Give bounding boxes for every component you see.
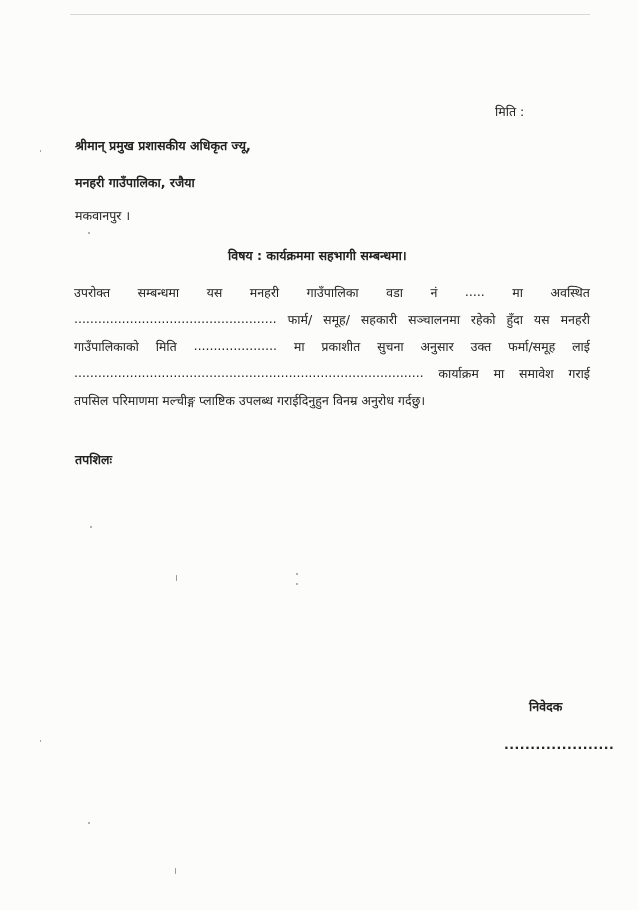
body-word: मनहरी [249, 285, 280, 300]
body-word: मा [293, 339, 305, 354]
body-word: तपसिल परिमाणमा मल्चीङ्ग प्लाष्टिक उपलब्ध गराईदिनुहुन विनम्र अनुरोध गर्दछु। [74, 393, 426, 408]
body-line [74, 284, 590, 300]
body-word: मिति [155, 339, 177, 354]
body-word: हुँदा [506, 312, 523, 327]
body-word: गराई [568, 366, 590, 381]
body-word: फर्मा/समूह [508, 339, 556, 354]
body-line [74, 311, 590, 327]
body-word: सहकारी [360, 312, 398, 327]
body-word: गाउँपालिका [306, 285, 359, 300]
body-line [74, 365, 590, 381]
body-word: प्रकाशीत [321, 339, 361, 354]
date-label: मिति : [495, 104, 525, 119]
body-word: सम्बन्धमा [137, 285, 180, 300]
scan-speck [296, 573, 298, 575]
body-word: उक्त [470, 339, 492, 354]
body-line [74, 338, 590, 354]
body-word: ................................................... [74, 311, 277, 326]
district-line: मकवानपुर । [75, 208, 131, 223]
scan-speck [176, 575, 177, 581]
body-word: मा [493, 366, 505, 381]
scan-speck [88, 232, 90, 234]
body-word: ........................................................................................ [74, 365, 424, 380]
body-word: नं [430, 285, 438, 300]
body-word: यस [533, 312, 550, 327]
body-word: मा [512, 285, 523, 300]
body-line [74, 392, 590, 408]
applicant-label: निवेदक [529, 699, 563, 714]
subject-line: विषय : कार्यक्रममा सहभागी सम्बन्धमा। [228, 248, 407, 263]
body-word: कार्याक्रम [438, 366, 479, 381]
body-word: अनुसार [420, 339, 454, 354]
top-scan-rule [70, 14, 590, 15]
scan-speck [296, 583, 298, 585]
body-word: अवस्थित [550, 285, 590, 300]
body-word: गाउँपालिकाको [74, 339, 139, 354]
annex-label: तपशिलः [75, 452, 112, 467]
body-word: वडा [386, 285, 404, 300]
body-word: ..................... [193, 338, 278, 353]
signature-placeholder: ..................... [504, 737, 615, 752]
body-word: समूह/ [323, 312, 350, 327]
body-word: रहेको [470, 312, 496, 327]
body-word: लाई [572, 339, 590, 354]
body-word: सञ्चालनमा [408, 312, 460, 327]
body-word: समावेश [519, 366, 554, 381]
scan-speck [40, 740, 41, 742]
body-word: फार्म/ [287, 312, 313, 327]
body-word: मनहरी [560, 312, 590, 327]
scan-speck [40, 150, 41, 152]
body-word: उपरोक्त [74, 285, 111, 300]
scan-speck [175, 868, 176, 874]
scan-speck [88, 822, 90, 824]
body-word: ..... [464, 284, 485, 299]
body-word: यस [206, 285, 223, 300]
scan-speck [90, 526, 92, 528]
addressee-line: श्रीमान् प्रमुख प्रशासकीय अधिकृत ज्यू, [75, 138, 251, 153]
body-word: सुचना [377, 339, 404, 354]
office-line: मनहरी गाउँपालिका, रजैया [75, 175, 195, 190]
